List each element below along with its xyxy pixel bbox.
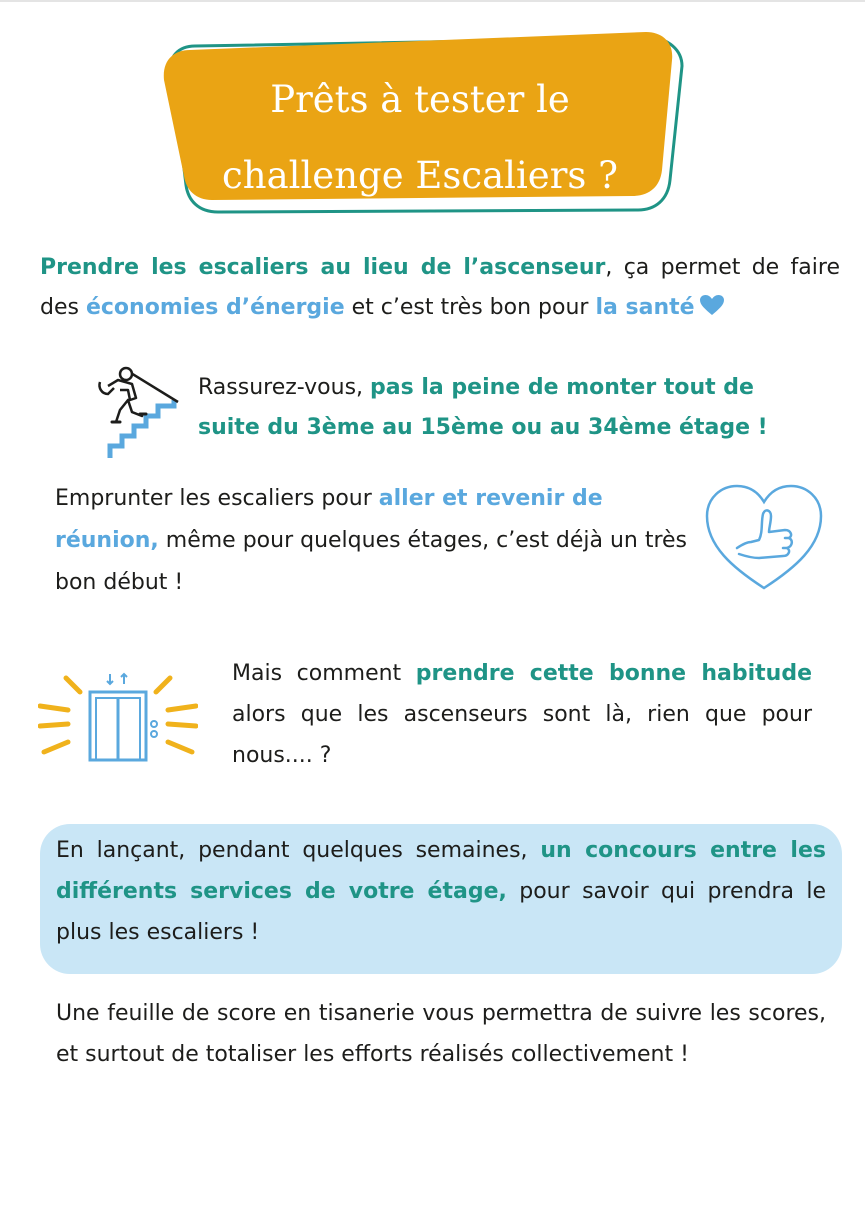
reassure-text: Rassurez-vous,	[198, 375, 371, 400]
energy-highlight: économies d’énergie	[85, 295, 345, 320]
title-line-2: challenge Escaliers ?	[222, 154, 618, 197]
habit-text-2: alors que les ascenseurs sont là, rien que pour nous.... ?	[232, 702, 812, 768]
page-title	[210, 62, 630, 214]
elevator-icon	[38, 668, 198, 772]
habit-text-1: Mais comment	[232, 661, 416, 686]
intro-text-2: et c’est très bon pour	[344, 295, 596, 320]
contest-highlight: un concours entre les différents services de votre étage,	[56, 838, 826, 904]
contest-text-1: En lançant, pendant quelques semaines,	[56, 838, 541, 863]
meetings-text-2: même pour quelques étages, c’est déjà un très bon début !	[55, 528, 688, 595]
meetings-paragraph	[55, 478, 695, 604]
stairs-climber-icon	[90, 360, 186, 464]
score-paragraph	[56, 993, 826, 1075]
health-highlight: la santé	[595, 295, 695, 320]
heart-icon	[699, 290, 725, 330]
meetings-text-1: Emprunter les escaliers pour	[55, 486, 379, 511]
meetings-highlight: aller et revenir de réunion,	[55, 486, 603, 553]
contest-text-2: pour savoir qui prendra le plus les escaliers !	[56, 879, 826, 945]
intro-paragraph	[40, 248, 840, 330]
reassure-paragraph	[198, 368, 808, 448]
score-text: Une feuille de score en tisanerie vous permettra de suivre les scores, et surtout de totaliser les efforts réalisés collectivement !	[56, 1001, 826, 1067]
habit-highlight: prendre cette bonne habitude	[415, 661, 812, 686]
title-banner	[150, 30, 690, 220]
contest-callout	[40, 824, 842, 974]
contest-paragraph	[56, 830, 826, 953]
title-line-1: Prêts à tester le	[270, 78, 570, 121]
top-divider	[0, 0, 865, 2]
habit-paragraph	[232, 653, 812, 776]
intro-highlight: Prendre les escaliers au lieu de l’ascenseur	[40, 255, 606, 280]
reassure-highlight: pas la peine de monter tout de suite du 3ème au 15ème ou au 34ème étage !	[198, 375, 768, 440]
intro-text-1: , ça permet de faire des	[40, 255, 840, 320]
thumbs-up-heart-icon	[703, 482, 825, 596]
